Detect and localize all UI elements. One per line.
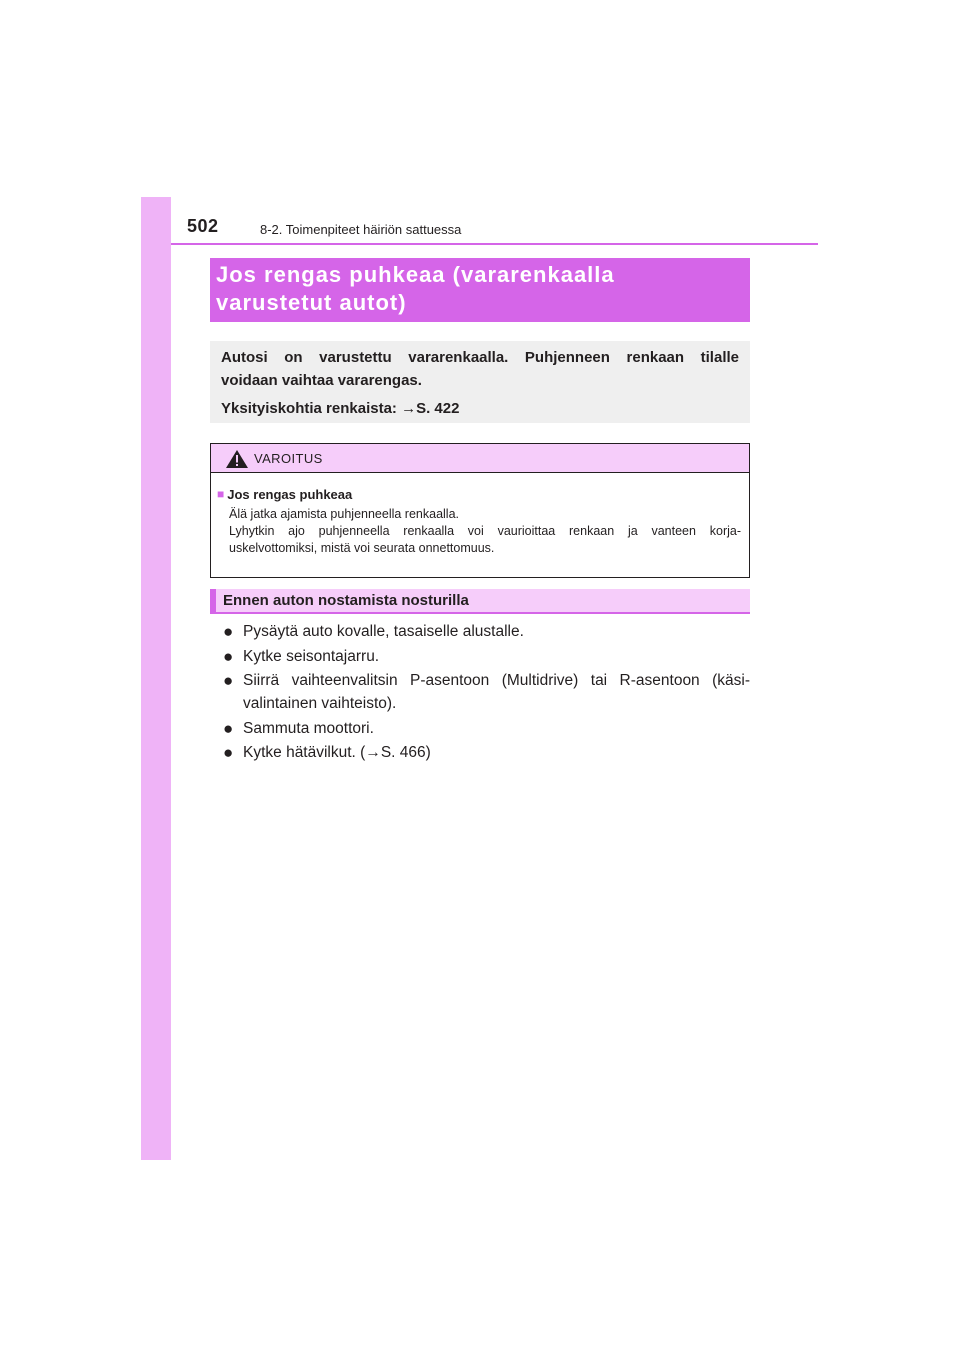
list-item	[222, 669, 750, 715]
intro-text: voidaan vaihtaa vararengas.	[221, 372, 422, 389]
list-item	[222, 717, 750, 740]
step-text: Siirrä vaihteenvalitsin P-asentoon (Multidrive) tai R-asentoon (käsi-	[243, 672, 750, 689]
bullet-icon: ●	[223, 671, 234, 690]
warning-triangle-icon	[225, 449, 249, 469]
section-label: 8-2. Toimenpiteet häiriön sattuessa	[260, 222, 462, 237]
warning-subheading	[217, 486, 741, 503]
bullet-icon: ●	[223, 718, 234, 738]
list-item	[222, 741, 750, 764]
step-text: Sammuta moottori.	[243, 719, 374, 737]
page-number: 502	[187, 216, 219, 236]
warning-subheading-text: Jos rengas puhkeaa	[227, 487, 353, 502]
warning-body	[211, 473, 749, 557]
bullet-icon: ●	[223, 743, 234, 762]
page-title: Jos rengas puhkeaa (vararenkaalla varustetut autot)	[216, 262, 615, 315]
step-text: Kytke hätävilkut. (→S. 466)	[243, 744, 431, 761]
intro-box	[210, 341, 750, 423]
square-bullet-icon: ■	[217, 487, 225, 501]
section-subheading: Ennen auton nostamista nosturilla	[210, 589, 750, 614]
warning-title: VAROITUS	[254, 451, 323, 466]
bullet-icon: ●	[223, 646, 234, 666]
warning-text: Älä jatka ajamista puhjenneella renkaalla.	[229, 507, 460, 521]
intro-reference: Yksityiskohtia renkaista: →S. 422	[221, 400, 460, 417]
list-item	[222, 620, 750, 643]
side-tab-strip	[141, 197, 171, 1160]
bullet-icon: ●	[223, 622, 234, 641]
steps-list	[222, 620, 750, 766]
warning-text: uskelvottomiksi, mistä voi seurata onnettomuus.	[229, 541, 495, 555]
warning-text: Lyhytkin ajo puhjenneella renkaalla voi vaurioittaa renkaan ja vanteen korja-	[229, 524, 741, 538]
list-item	[222, 645, 750, 668]
title-banner	[210, 258, 750, 322]
step-text: Kytke seisontajarru.	[243, 647, 380, 665]
intro-text: Autosi on varustettu vararenkaalla. Puhjenneen renkaan tilalle	[221, 349, 739, 366]
step-text: Pysäytä auto kovalle, tasaiselle alustalle.	[243, 623, 524, 640]
step-text: valintainen vaihteisto).	[243, 695, 397, 712]
warning-header	[211, 444, 749, 473]
header-rule	[171, 243, 818, 245]
warning-box	[210, 443, 750, 578]
